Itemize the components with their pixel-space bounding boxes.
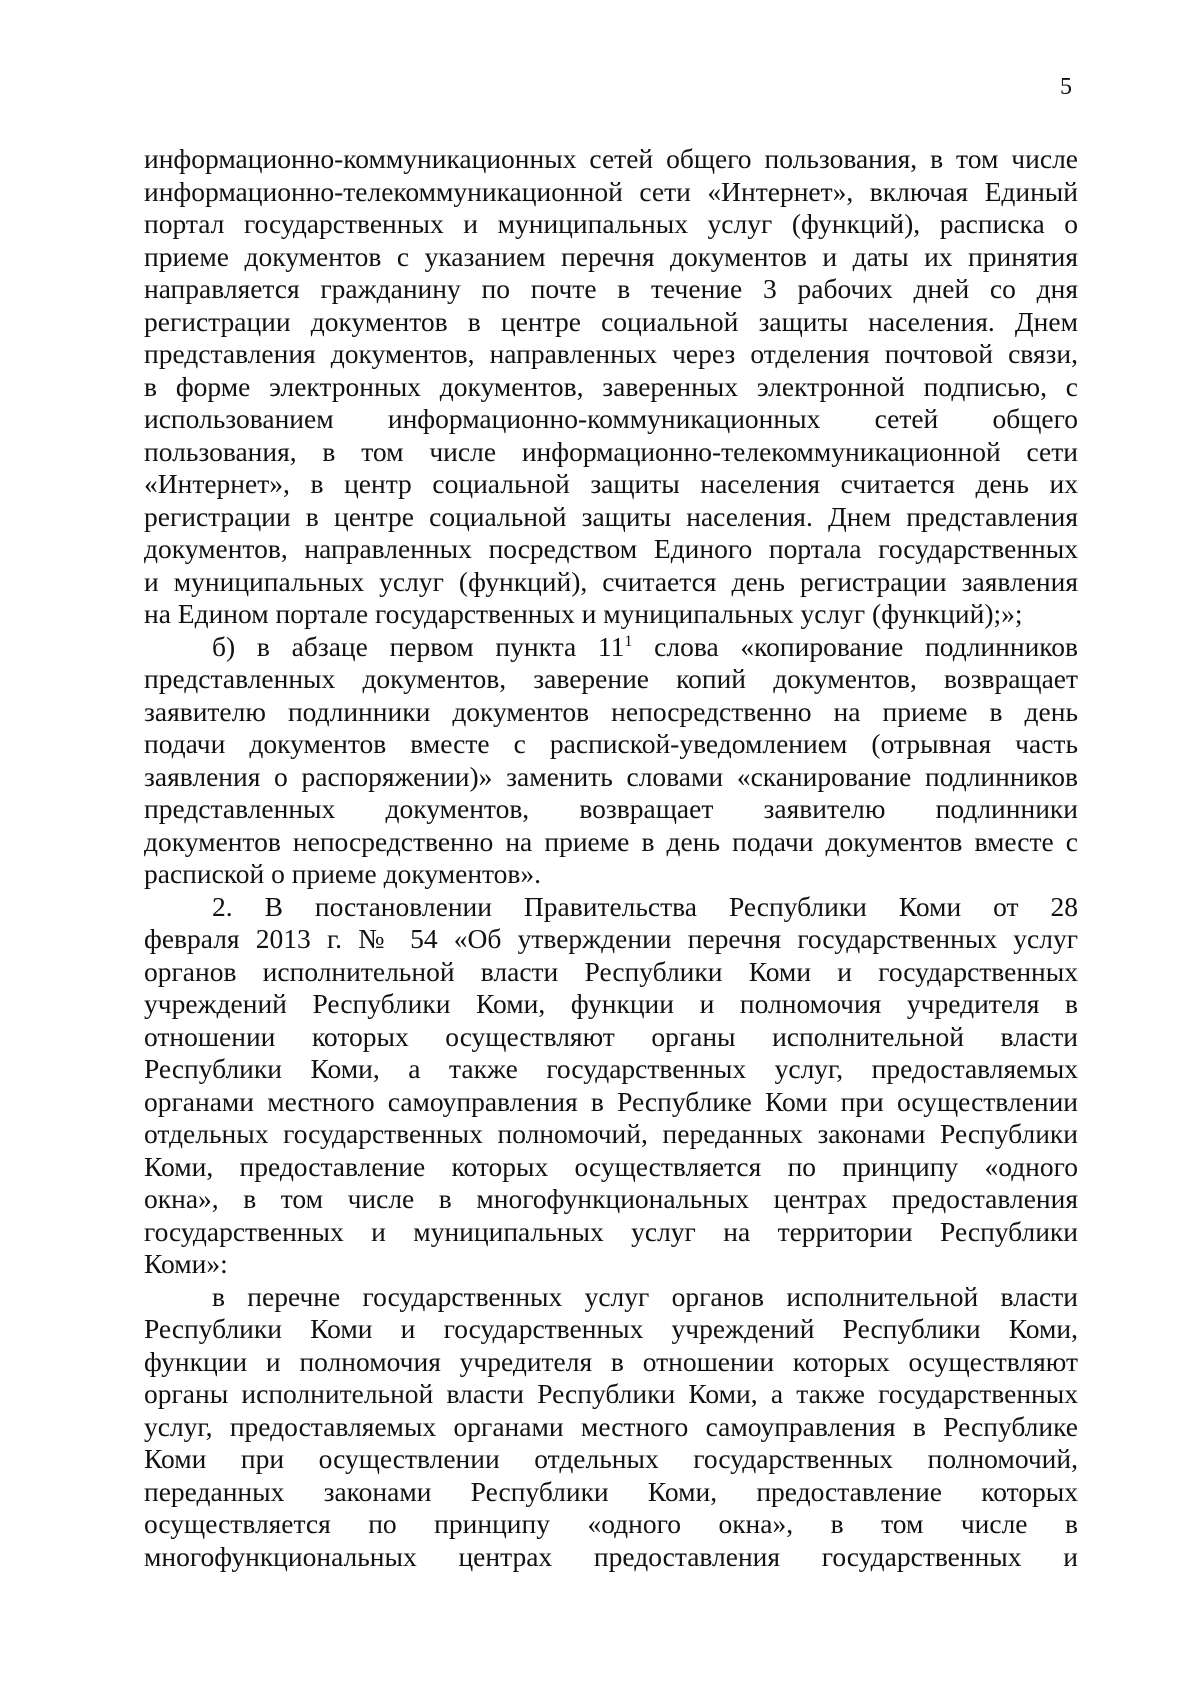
text-line: многофункциональных центрах предоставления государственных и bbox=[144, 1540, 1078, 1572]
text-fragment: б) в абзаце первом пункта 11 bbox=[212, 630, 625, 662]
text-fragment: слова «копирование подлинников bbox=[632, 630, 1078, 662]
text-line: информационно-телекоммуникационной сети «Интернет», включая Единый bbox=[144, 175, 1078, 207]
superscript: 1 bbox=[624, 632, 633, 650]
text-line: распиской о приеме документов». bbox=[144, 858, 542, 889]
text-line: Республики Коми, а также государственных услуг, предоставляемых bbox=[144, 1053, 1078, 1084]
paragraph-3-first-line: в перечне государственных услуг органов исполнительной власти bbox=[212, 1280, 1078, 1312]
text-line: документов, направленных посредством Единого портала государственных bbox=[144, 533, 1078, 564]
text-line: направляется гражданину по почте в течение 3 рабочих дней со дня bbox=[144, 273, 1078, 304]
document-body bbox=[144, 143, 1078, 1573]
text-line: органов исполнительной власти Республики Коми и государственных bbox=[144, 955, 1078, 987]
text-line: «Интернет», в центр социальной защиты населения считается день их bbox=[144, 468, 1078, 499]
text-line: пользования, в том числе информационно-телекоммуникационной сети bbox=[144, 435, 1078, 467]
text-line: февраля 2013 г. № 54 «Об утверждении перечня государственных услуг bbox=[144, 923, 1078, 954]
text-line: органы исполнительной власти Республики Коми, а также государственных bbox=[144, 1378, 1078, 1409]
page-number: 5 bbox=[1060, 74, 1072, 100]
text-line: Республики Коми и государственных учреждений Республики Коми, bbox=[144, 1313, 1078, 1344]
text-line: заявления о распоряжении)» заменить словами «сканирование подлинников bbox=[144, 760, 1078, 792]
text-line: государственных и муниципальных услуг на территории Республики bbox=[144, 1215, 1078, 1247]
text-line: органами местного самоуправления в Республике Коми при осуществлении bbox=[144, 1085, 1078, 1117]
paragraph-b-first-line bbox=[144, 631, 1078, 664]
text-line: отдельных государственных полномочий, переданных законами Республики bbox=[144, 1118, 1078, 1149]
text-line: услуг, предоставляемых органами местного самоуправления в Республике bbox=[144, 1410, 1078, 1442]
text-line: подачи документов вместе с распиской-уведомлением (отрывная часть bbox=[144, 728, 1078, 759]
text-line: Коми»: bbox=[144, 1248, 228, 1279]
text-line: на Едином портале государственных и муниципальных услуг (функций);»; bbox=[144, 598, 1023, 629]
text-line: переданных законами Республики Коми, предоставление которых bbox=[144, 1475, 1078, 1507]
text-line: функции и полномочия учредителя в отношении которых осуществляют bbox=[144, 1345, 1078, 1377]
text-line: представленных документов, возвращает заявителю подлинники bbox=[144, 793, 1078, 824]
text-line: приеме документов с указанием перечня документов и даты их принятия bbox=[144, 240, 1078, 272]
text-line: отношении которых осуществляют органы исполнительной власти bbox=[144, 1020, 1078, 1052]
paragraph-2-first-line: 2. В постановлении Правительства Республики Коми от 28 bbox=[212, 890, 1078, 922]
text-line: представления документов, направленных через отделения почтовой связи, bbox=[144, 338, 1078, 369]
text-line: документов непосредственно на приеме в день подачи документов вместе с bbox=[144, 825, 1078, 857]
text-line: регистрации документов в центре социальной защиты населения. Днем bbox=[144, 305, 1078, 337]
text-line: учреждений Республики Коми, функции и полномочия учредителя в bbox=[144, 988, 1078, 1019]
text-line: регистрации в центре социальной защиты населения. Днем представления bbox=[144, 500, 1078, 532]
text-line: в форме электронных документов, заверенных электронной подписью, с bbox=[144, 370, 1078, 402]
text-line: портал государственных и муниципальных услуг (функций), расписка о bbox=[144, 208, 1078, 239]
text-line: представленных документов, заверение копий документов, возвращает bbox=[144, 663, 1078, 694]
text-line: и муниципальных услуг (функций), считается день регистрации заявления bbox=[144, 565, 1078, 597]
text-line: осуществляется по принципу «одного окна», в том числе в bbox=[144, 1508, 1078, 1539]
text-line: информационно-коммуникационных сетей общего пользования, в том числе bbox=[144, 143, 1078, 174]
text-line: Коми, предоставление которых осуществляется по принципу «одного bbox=[144, 1150, 1078, 1182]
text-line: окна», в том числе в многофункциональных центрах предоставления bbox=[144, 1183, 1078, 1214]
text-line: использованием информационно-коммуникационных сетей общего bbox=[144, 403, 1078, 434]
text-line: заявителю подлинники документов непосредственно на приеме в день bbox=[144, 695, 1078, 727]
text-line: Коми при осуществлении отдельных государственных полномочий, bbox=[144, 1443, 1078, 1474]
